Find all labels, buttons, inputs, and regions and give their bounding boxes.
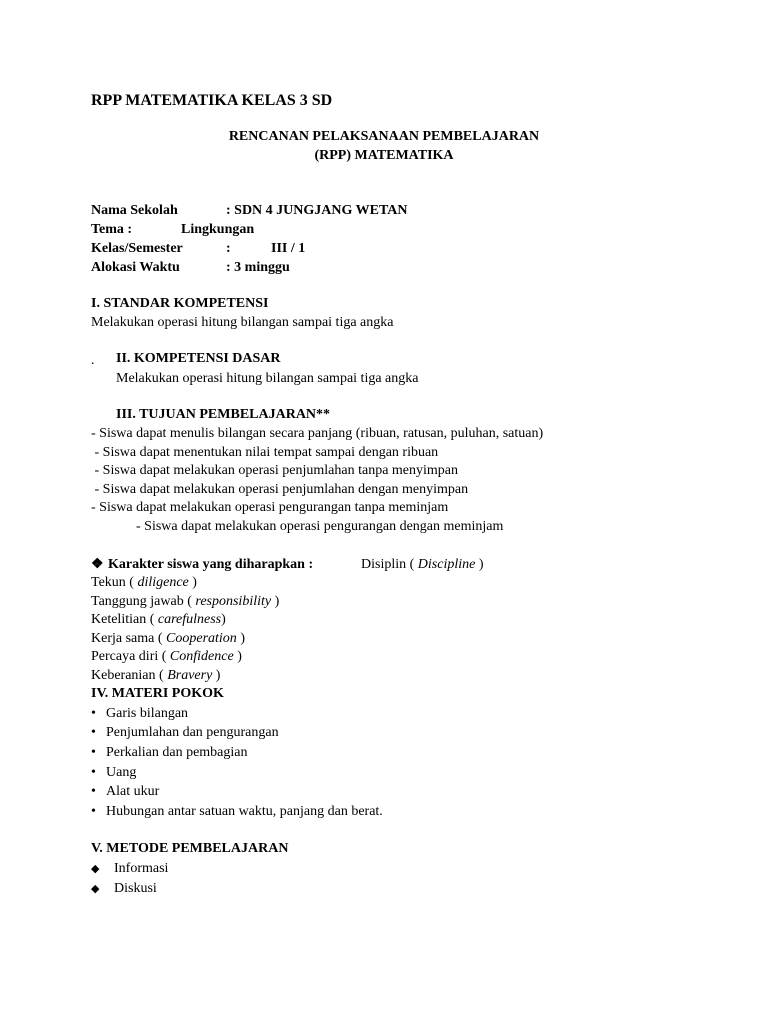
school-label: Nama Sekolah [91,203,178,218]
section-4-title: IV. MATERI POKOK [91,686,224,701]
character-item: Keberanian ( Bravery ) [91,668,221,683]
bullet-icon: • [91,725,96,740]
document-title: RPP MATEMATIKA KELAS 3 SD [91,92,333,109]
list-item: - Siswa dapat menulis bilangan secara panjang (ribuan, ratusan, puluhan, satuan) [91,426,544,441]
list-item: Alat ukur [106,784,160,799]
class-label: Kelas/Semester [91,241,183,256]
school-value: : SDN 4 JUNGJANG WETAN [226,203,408,218]
theme-value: Lingkungan [181,222,255,237]
bullet-icon: • [91,804,96,819]
section-2-title: II. KOMPETENSI DASAR [116,351,281,366]
heading-line-2: (RPP) MATEMATIKA [314,148,454,163]
list-item: Garis bilangan [106,706,189,721]
list-item: - Siswa dapat melakukan operasi penjumlahan tanpa menyimpan [91,463,459,478]
class-colon: : [226,241,231,256]
section-1-title: I. STANDAR KOMPETENSI [91,296,269,311]
bullet-icon: • [91,784,96,799]
class-value: III / 1 [271,241,306,256]
section-2-dot: . [91,353,95,368]
character-item: Percaya diri ( Confidence ) [91,649,242,664]
bullet-icon: • [91,765,96,780]
heading-line-1: RENCANAN PELAKSANAAN PEMBELAJARAN [228,129,540,144]
list-item: - Siswa dapat melakukan operasi penjumlahan dengan menyimpan [91,482,469,497]
diamond-bullet-icon: ◆ [91,863,100,875]
list-item: Perkalian dan pembagian [106,745,248,760]
theme-label: Tema : [91,222,133,237]
list-item: Penjumlahan dan pengurangan [106,725,279,740]
list-item: - Siswa dapat melakukan operasi pengurangan dengan meminjam [136,519,504,534]
diamond-bullet-icon: ◆ [91,883,100,895]
time-value: : 3 minggu [226,260,290,275]
character-item: Ketelitian ( carefulness) [91,612,226,627]
character-diamond-icon: ❖ [91,557,104,572]
time-label: Alokasi Waktu [91,260,180,275]
character-title: Karakter siswa yang diharapkan : [108,557,314,572]
list-item: - Siswa dapat menentukan nilai tempat sampai dengan ribuan [91,445,439,460]
section-5-title: V. METODE PEMBELAJARAN [91,841,289,856]
character-item: Tekun ( diligence ) [91,575,197,590]
character-item: Kerja sama ( Cooperation ) [91,631,245,646]
list-item: - Siswa dapat melakukan operasi pengurangan tanpa meminjam [91,500,449,515]
section-2-text: Melakukan operasi hitung bilangan sampai tiga angka [116,371,419,386]
character-item: Tanggung jawab ( responsibility ) [91,594,280,609]
section-3-title: III. TUJUAN PEMBELAJARAN** [116,407,331,422]
list-item: Uang [106,765,137,780]
list-item: Hubungan antar satuan waktu, panjang dan berat. [106,804,383,819]
section-1-text: Melakukan operasi hitung bilangan sampai tiga angka [91,315,394,330]
bullet-icon: • [91,706,96,721]
bullet-icon: • [91,745,96,760]
character-first: Disiplin ( Discipline ) [361,557,484,572]
list-item: Diskusi [114,881,157,896]
list-item: Informasi [114,861,169,876]
